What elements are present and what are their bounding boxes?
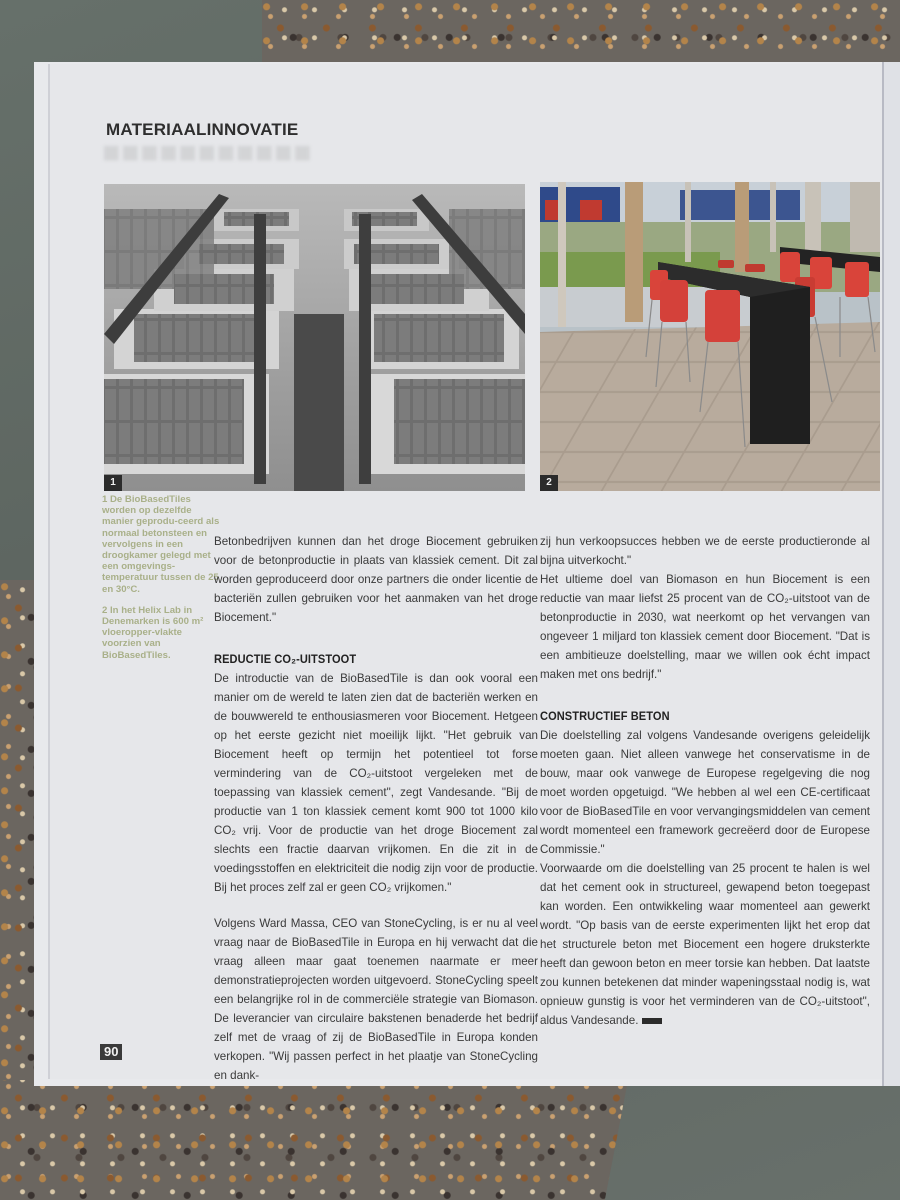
photo-captions xyxy=(102,494,222,661)
magazine-spread xyxy=(34,62,900,1086)
next-page-edge xyxy=(882,62,900,1086)
tiles-rack-illustration xyxy=(104,184,525,491)
paragraph: De introductie van de BioBasedTile is dan ook vooral een manier om de wereld te laten zien dat de bacteriën werken en de bouwwereld te enthousiasmeren voor Biocement. Hetgeen op het eerste gezicht niet moeilijk lijkt. "Het gebruik van Biocement heeft op termijn het potentieel tot forse vermindering van de CO₂-uitstoot vergeleken met de toepassing van klassiek cement", zegt Vandesande. "Bij de productie van 1 ton klassiek cement komt 900 tot 1000 kilo CO₂ vrij. Voor de productie van het droge Biocement zal slechts een fractie daarvan vrijkomen. En die zit in de voedingsstoffen en elektriciteit die nodig zijn voor de productie. Bij het proces zelf zal er geen CO₂ vrijkomen." xyxy=(214,672,538,894)
paragraph: Betonbedrijven kunnen dan het droge Biocement gebruiken voor de betonproductie in plaats van klassiek cement. Dit zal worden geproduceerd door onze partners die onder licentie de bacteriën zullen gebruiken voor het aanmaken van het droge Biocement." xyxy=(214,535,538,624)
section-label: MATERIAALINNOVATIE xyxy=(106,120,299,139)
end-of-article-mark xyxy=(642,1018,662,1024)
terrazzo-background-bottom xyxy=(0,1070,630,1200)
page-number: 90 xyxy=(100,1044,122,1060)
paragraph-text: Voorwaarde om die doelstelling van 25 procent te halen is wel dat het cement ook in structureel, gewapend beton toegepast kan worden. Een ontwikkeling waar momenteel aan gewerkt wordt. "Op basis van de eerste experimenten lijkt het erop dat het structurele beton met Biocement een hogere druksterkte heeft dan gewoon beton en meer torsie kan hebben. Dat laatste zou kunnen betekenen dat minder wapeningsstaal nodig is, wat opnieuw gunstig is voor het verminderen van de CO₂-uitstoot", aldus Vandesande. xyxy=(540,862,870,1027)
article-column-1 xyxy=(214,532,538,1085)
caption-2: 2 In het Helix Lab in Denemarken is 600 m² vloeropper-vlakte voorzien van BioBasedTiles. xyxy=(102,604,204,661)
paragraph: Die doelstelling zal volgens Vandesande overigens geleidelijk moeten gaan. Niet alleen vanwege het conservatisme in de bouw, maar ook vanwege de Europese regelgeving die nog moet worden opgetuigd. "We hebben al wel een CE-certificaat voor de BioBasedTile en voor vervangingsmiddelen van cement wordt momenteel een framework gecreëerd door de Europese Commissie." xyxy=(540,729,870,856)
paragraph: Het ultieme doel van Biomason en hun Biocement is een reductie van maar liefst 25 procent van de CO₂-uitstoot van de betonproductie in 2030, wat neerkomt op het vervangen van ongeveer 1 miljard ton klassiek cement door Biocement. "Dat is een ambitieuze doelstelling, maar we willen ook écht impact maken met ons bedrijf." xyxy=(540,573,870,681)
paragraph: zij hun verkoopsucces hebben we de eerste productieronde al bijna uitverkocht." xyxy=(540,535,870,567)
photo-number-badge: 2 xyxy=(540,475,558,491)
caption-1: 1 De BioBasedTiles worden op dezelfde manier geprodu-ceerd als normaal betonsteen en vervolgens in een droogkamer gelegd met een omgevings-temperatuur tussen de 25 en 30°C. xyxy=(102,494,220,595)
article-column-2 xyxy=(540,532,870,1030)
paragraph-final xyxy=(540,859,870,1030)
photo-number-badge: 1 xyxy=(104,475,122,491)
photo-tiles-production xyxy=(104,184,525,491)
photo-helix-lab-interior xyxy=(540,182,880,491)
magazine-page xyxy=(50,64,882,1082)
paragraph: Volgens Ward Massa, CEO van StoneCycling, is er nu al veel vraag naar de BioBasedTile in Europa en hij verwacht dat die vraag alleen maar gaat toenemen naarmate er meer demonstratieprojecten worden uitgevoerd. StoneCycling speelt een belangrijke rol in de commerciële strategie van Biomason. De leverancier van circulaire bakstenen benaderde het bedrijf zelf met de vraag of zij de BioBasedTile in Europa konden verkopen. "Wij passen perfect in het plaatje van StoneCycling en dank- xyxy=(214,917,538,1082)
section-ghost-text: ■■■■■■■■■■■ xyxy=(102,136,313,169)
interior-illustration xyxy=(540,182,880,491)
subheading-reductie: REDUCTIE CO₂-UITSTOOT xyxy=(214,652,357,666)
subheading-constructief: CONSTRUCTIEF BETON xyxy=(540,709,670,723)
